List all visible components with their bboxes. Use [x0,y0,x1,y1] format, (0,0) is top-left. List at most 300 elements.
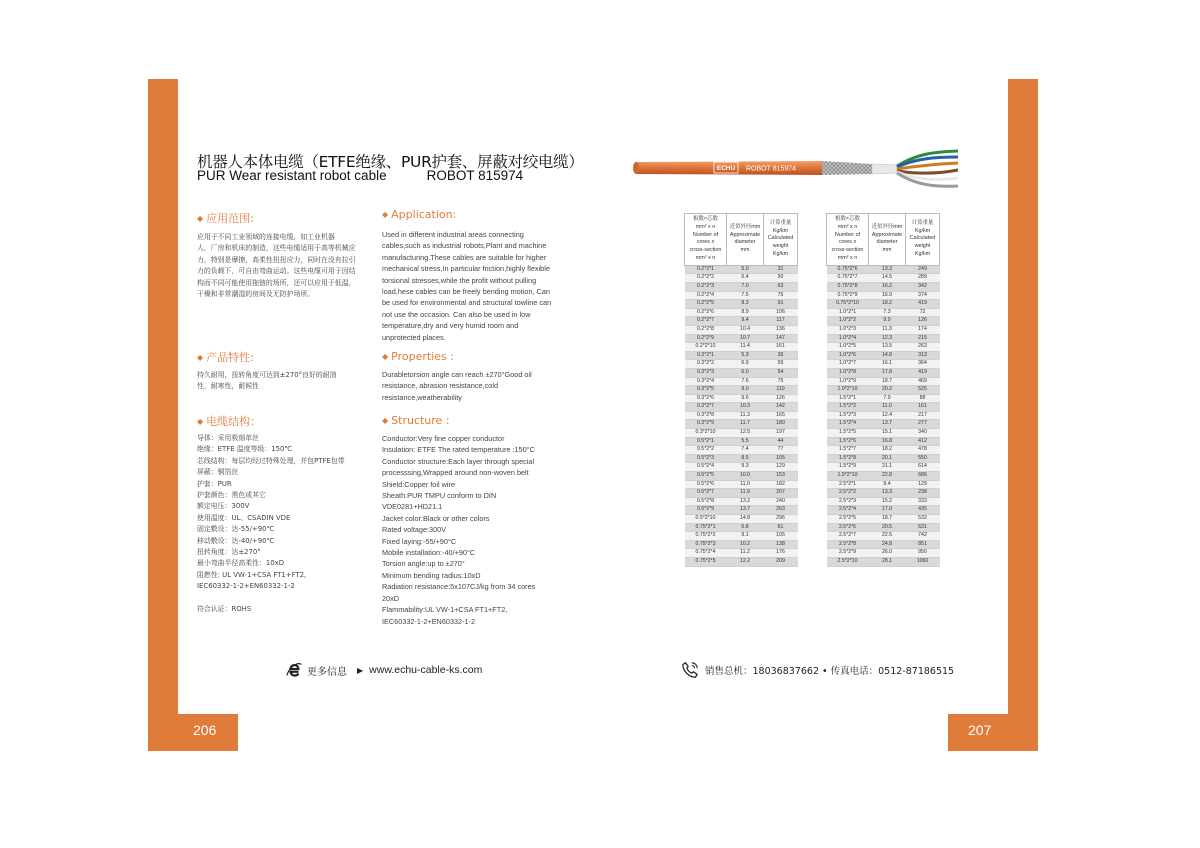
header-line: diameter [734,239,756,246]
text-line: Insulation: ETFE The rated temperature :150°C [382,445,535,455]
cell-diameter: 17.0 [869,506,906,515]
cell-weight: 153 [764,472,798,481]
table-row [685,343,798,352]
table-row [685,472,798,481]
cell-cores: 2.5*2*1 [827,480,869,489]
cell-diameter: 9.9 [869,317,906,326]
section-text-properties-cn [197,370,337,393]
table-row [827,429,940,438]
header-line: cross-section [689,247,722,254]
table-row [827,540,940,549]
cell-weight: 215 [906,334,940,343]
cell-diameter: 8.3 [727,300,764,309]
header-line: Number of [834,231,861,238]
cell-diameter: 13.7 [727,506,764,515]
cell-diameter: 11.4 [727,343,764,352]
header-line: 根数×芯数 [835,216,860,222]
text-line: 20xD [382,593,400,603]
text-line: 扭转角度：达±270° [197,548,261,557]
table-row [685,334,798,343]
cell-weight: 36 [764,351,798,360]
cell-weight: 138 [764,540,798,549]
cell-diameter: 8.5 [727,454,764,463]
table-row [685,557,798,566]
table-row [827,343,940,352]
cell-cores: 0.5*2*5 [685,472,727,481]
cell-cores: 1.5*2*2 [827,403,869,412]
cell-cores: 0.75*2*1 [685,523,727,532]
cell-cores: 0.5*2*8 [685,497,727,506]
table-row [685,463,798,472]
text-line: Torsion angle:up to ±270° [382,559,465,569]
cell-weight: 88 [906,394,940,403]
cell-weight: 851 [906,540,940,549]
cell-weight: 61 [764,523,798,532]
cell-weight: 238 [906,489,940,498]
cell-cores: 1.0*2*6 [827,351,869,360]
text-line: 屏蔽：铜箔丝 [197,468,239,477]
text-line: load,hese cables can be freely bending motion, Can [382,287,550,297]
cell-diameter: 11.7 [727,420,764,429]
cell-weight: 126 [906,317,940,326]
cable-model-text: ROBOT 815974 [746,165,797,173]
table-row [827,317,940,326]
cell-weight: 105 [764,532,798,541]
text-line: Mobile installation:-40/+90°C [382,548,476,558]
table-row [685,394,798,403]
cell-weight: 91 [764,300,798,309]
cell-cores: 0.2*2*2 [685,274,727,283]
cell-cores: 1.0*2*1 [827,308,869,317]
text-line: resistance,weatherability [382,392,462,402]
cell-weight: 77 [764,446,798,455]
cell-cores: 1.5*2*6 [827,437,869,446]
header-line: 根数×芯数 [693,216,718,222]
header-line: Kg/km [772,251,789,258]
text-line: cables,such as industrial robots,Plant and machine [382,241,547,251]
header-line: mm [740,247,750,254]
cell-diameter: 18.7 [869,377,906,386]
table-row [685,386,798,395]
header-cores [685,214,727,266]
left-page-edge-bar [148,79,178,751]
cell-weight: 419 [906,368,940,377]
cell-weight: 263 [906,343,940,352]
cell-diameter: 16.8 [869,437,906,446]
right-page-edge-bar [1008,79,1038,751]
text-line: Fixed laying:-55/+90°C [382,536,457,546]
cell-diameter: 26.0 [869,549,906,558]
text-line: 芯线结构：每层均经过特殊处理，并包PTFE包带 [197,456,345,465]
text-line: 人，厂房和机床的制造，这些电缆适用于高等机械应 [197,244,356,253]
table-row [685,523,798,532]
cell-cores: 1.5*2*4 [827,420,869,429]
cell-cores: 0.5*2*7 [685,489,727,498]
cell-diameter: 14.8 [869,351,906,360]
cell-cores: 1.0*2*4 [827,334,869,343]
cell-cores: 0.5*2*9 [685,506,727,515]
cell-weight: 263 [764,506,798,515]
cell-cores: 0.3*2*1 [685,351,727,360]
cell-cores: 0.3*2*7 [685,403,727,412]
table-row [685,437,798,446]
text-line: 绝缘：ETFE 温度等级：150℃ [197,445,293,454]
arrow-right-icon: ▶ [357,665,364,675]
cell-diameter: 16.1 [869,360,906,369]
cell-cores: 0.75*2*5 [685,557,727,566]
table-row [685,515,798,524]
cable-braid [822,161,872,175]
text-line: 力的负载下，可自由弯曲运动。这些电缆可用于因结 [197,267,356,276]
cell-weight: 478 [906,446,940,455]
cell-cores: 2.5*2*8 [827,540,869,549]
cell-cores: 0.75*2*3 [685,540,727,549]
table-row [827,308,940,317]
table-row [827,532,940,541]
table-row [685,403,798,412]
cell-cores: 1.0*2*7 [827,360,869,369]
cell-cores: 0.2*2*5 [685,300,727,309]
table-row [685,300,798,309]
cell-weight: 50 [764,274,798,283]
table-row [827,403,940,412]
header-line: Approximate [729,231,761,238]
table-row [685,446,798,455]
cell-diameter: 13.3 [869,489,906,498]
cell-cores: 1.5*2*5 [827,429,869,438]
contact-text: 销售总机：18036837662 • 传真电话：0512-87186515 [705,666,955,677]
header-line: mm [882,247,892,254]
cell-weight: 105 [764,454,798,463]
cell-cores: 2.5*2*7 [827,532,869,541]
cell-diameter: 20.1 [869,454,906,463]
cell-diameter: 18.7 [869,515,906,524]
cell-weight: 126 [764,394,798,403]
cell-cores: 1.0*2*8 [827,368,869,377]
text-line: Conductor:Very fine copper conductor [382,434,505,443]
header-line: 近似外径mm [729,223,761,230]
header-line: 近似外径mm [871,223,903,230]
table-row [827,489,940,498]
cell-diameter: 24.8 [869,540,906,549]
table-row [685,497,798,506]
table-row [827,360,940,369]
table-row [685,308,798,317]
cell-weight: 31 [764,265,798,274]
cell-weight: 340 [906,429,940,438]
cell-cores: 0.3*2*2 [685,360,727,369]
table-row [685,480,798,489]
table-row [827,420,940,429]
cell-diameter: 11.0 [727,480,764,489]
product-model: ROBOT 815974 [426,168,524,183]
section-head-properties-cn: ◆ 产品特性: [197,351,254,364]
table-row [827,351,940,360]
text-line: Rated voltage:300V [382,525,447,535]
cell-weight: 117 [764,317,798,326]
cell-diameter: 16.9 [869,291,906,300]
table-row [827,437,940,446]
table-row [827,515,940,524]
cell-diameter: 6.9 [727,360,764,369]
text-line: 使用温度：UL、CSADIN VDE [197,513,291,522]
cell-weight: 161 [906,403,940,412]
table-row [685,360,798,369]
cell-weight: 142 [764,403,798,412]
text-line: 导体：采用极细单丝 [197,434,260,442]
product-title-cn: 机器人本体电缆（ETFE绝缘、PUR护套、屏蔽对绞电缆） [197,153,584,171]
text-line: torsional stresses,while the profit without pulling [382,275,537,285]
cell-weight: 180 [764,420,798,429]
footer-contact [681,661,954,679]
text-line: Jacket color:Black or other colors [382,513,490,523]
section-head-properties-en: ◆ Properties : [382,350,454,363]
table-row [827,274,940,283]
table-row [827,325,940,334]
cell-diameter: 11.0 [869,403,906,412]
cell-weight: 106 [764,308,798,317]
cell-diameter: 10.0 [727,472,764,481]
text-line: 持久耐用，扭转角度可达到±270°良好的耐油 [197,371,337,379]
cell-diameter: 22.8 [869,472,906,481]
cell-weight: 207 [764,489,798,498]
table-row [685,454,798,463]
product-title-en [197,168,523,183]
header-line: Kg/km [914,227,931,234]
cell-cores: 0.75*2*4 [685,549,727,558]
cell-weight: 374 [906,291,940,300]
text-line: 最小弯曲半径高柔性：10xD [197,559,285,568]
header-diameter [869,214,906,266]
cell-cores: 0.75*2*10 [827,300,869,309]
table-row [685,506,798,515]
section-head-structure-cn: ◆ 电缆结构： [197,415,262,428]
cell-weight: 249 [906,265,940,274]
cell-diameter: 11.9 [727,489,764,498]
cell-weight: 182 [764,480,798,489]
section-text-structure-en [382,433,535,627]
header-cores [827,214,869,266]
text-line: IEC60332-1-2+EN60332-1-2 [382,616,476,626]
table-row [685,282,798,291]
table-row [685,265,798,274]
text-line: unprotected places. [382,332,446,342]
cell-weight: 161 [764,343,798,352]
cell-cores: 0.2*2*6 [685,308,727,317]
section-head-structure-en: ◆ Structure : [382,414,450,427]
header-line: mm² x n [695,254,716,261]
table-row [827,480,940,489]
cell-weight: 75 [764,291,798,300]
cell-diameter: 13.5 [869,343,906,352]
cell-cores: 2.5*2*2 [827,489,869,498]
text-line: processsing,Wrapped around non-woven belt [382,468,529,478]
header-line: weight [772,243,789,250]
cell-diameter: 12.5 [727,429,764,438]
text-line: not use the occasion. Can also be used in low [382,309,531,319]
section-text-structure-cn [197,433,345,616]
table-row [827,463,940,472]
table-row [827,386,940,395]
cell-weight: 419 [906,300,940,309]
cell-diameter: 21.1 [869,463,906,472]
text-line: 护套：PUR [197,479,232,488]
cell-cores: 2.5*2*3 [827,497,869,506]
text-line: VDE0281+HD21.1 [382,502,443,512]
cell-diameter: 7.3 [869,308,906,317]
cell-weight: 412 [906,437,940,446]
table-row [827,291,940,300]
phone-icon [681,661,699,679]
table-row [827,472,940,481]
cell-cores: 0.2*2*9 [685,334,727,343]
cell-diameter: 9.6 [727,394,764,403]
cell-diameter: 16.2 [869,282,906,291]
cell-cores: 1.5*2*10 [827,472,869,481]
text-line: Conductor structure:Each layer through special [382,456,535,466]
text-line: 护套颜色：黑色或其它 [197,491,266,500]
spec-table-left [684,213,798,567]
cell-diameter: 18.2 [869,300,906,309]
text-line: Sheath:PUR TMPU conform to DIN [382,491,497,501]
cell-cores: 0.75*2*6 [827,265,869,274]
cell-diameter: 9.3 [727,463,764,472]
cell-cores: 0.5*2*6 [685,480,727,489]
table-row [827,282,940,291]
header-line: 计算重量 [769,219,792,226]
text-line: Radiation resistance:5x107CJ/kg from 34 cores [382,582,536,592]
table-row [685,325,798,334]
text-line: mechanical stress,In particular friction,highly flexible [382,264,550,274]
cell-diameter: 7.0 [727,282,764,291]
cell-diameter: 13.7 [869,420,906,429]
cell-cores: 0.2*2*7 [685,317,727,326]
cell-weight: 197 [764,429,798,438]
table-row [827,557,940,566]
table-row [685,368,798,377]
cell-cores: 1.5*2*3 [827,411,869,420]
cell-diameter: 10.2 [727,540,764,549]
table-row [827,506,940,515]
text-line: temperature,dry and very humid room and [382,321,519,331]
cell-diameter: 7.9 [869,394,906,403]
table-row [827,265,940,274]
cell-cores: 2.5*2*4 [827,506,869,515]
cell-diameter: 20.2 [869,386,906,395]
cell-weight: 75 [764,377,798,386]
cell-cores: 0.3*2*5 [685,386,727,395]
product-title-en-text: PUR Wear resistant robot cable [197,168,387,183]
table-row [827,377,940,386]
cell-weight: 44 [764,437,798,446]
cell-weight: 532 [906,515,940,524]
table-row [685,489,798,498]
cable-brand-text: ECHU [716,165,736,172]
header-line: diameter [876,239,898,246]
text-line: Used in different industrial areas connecting [382,230,524,239]
cell-weight: 525 [906,386,940,395]
text-line: manufacturing.These cables are suitable for higher [382,252,547,262]
cell-weight: 110 [764,386,798,395]
text-line: 阻燃性: UL VW-1+CSA FT1+FT2, [197,570,307,579]
cell-diameter: 18.2 [869,446,906,455]
table-row [827,523,940,532]
cell-diameter: 14.8 [727,515,764,524]
section-text-application-cn [197,232,355,300]
table-row [827,446,940,455]
cell-diameter: 28.1 [869,557,906,566]
cell-weight: 296 [764,515,798,524]
page-number-right: 207 [968,722,992,738]
table-row [827,454,940,463]
cell-diameter: 14.5 [869,274,906,283]
cell-diameter: 12.2 [727,557,764,566]
table-row [827,394,940,403]
text-line: resistance, abrasion resistance,cold [382,381,498,391]
table-row [685,291,798,300]
cell-weight: 364 [906,360,940,369]
table-row [685,377,798,386]
cell-cores: 2.5*2*9 [827,549,869,558]
cell-cores: 2.5*2*5 [827,515,869,524]
header-line: Calculated [909,235,936,242]
text-line: 干燥和非常潮湿的房间及无防护场所。 [197,290,315,299]
text-line [197,593,345,604]
cell-diameter: 12.3 [869,334,906,343]
footer-more-info [285,661,482,679]
section-head-application-en: ◆ Application: [382,208,457,221]
header-line: Calculated [767,235,794,242]
page-number-left: 206 [193,722,217,738]
cell-diameter: 12.4 [869,411,906,420]
cell-cores: 1.0*2*9 [827,377,869,386]
text-line: 移动敷设：达-40/+90℃ [197,536,275,545]
header-diameter [727,214,764,266]
table-row [827,549,940,558]
cell-diameter: 20.5 [869,523,906,532]
table-row [685,429,798,438]
cell-diameter: 6.0 [727,368,764,377]
website-link[interactable]: www.echu-cable-ks.com [369,664,483,676]
cell-weight: 631 [906,523,940,532]
cell-diameter: 11.2 [727,549,764,558]
cable-foil [872,164,897,174]
text-line: Shield:Copper foil wire [382,479,456,489]
cell-weight: 333 [906,497,940,506]
cell-cores: 1.5*2*8 [827,454,869,463]
section-head-application-cn: ◆ 应用范围: [197,212,254,225]
cell-weight: 165 [764,411,798,420]
cell-weight: 54 [764,368,798,377]
table-row [827,300,940,309]
cell-cores: 0.2*2*4 [685,291,727,300]
cell-cores: 1.0*2*2 [827,317,869,326]
cell-cores: 1.5*2*7 [827,446,869,455]
table-row [685,274,798,283]
header-line: Kg/km [772,227,789,234]
cell-cores: 2.5*2*6 [827,523,869,532]
text-line: 构而不同可能使用拖链的场所，还可以应用于低温， [197,278,356,287]
section-text-properties-en [382,369,532,403]
cell-cores: 0.3*2*3 [685,368,727,377]
cell-diameter: 13.2 [727,497,764,506]
table-row [685,540,798,549]
text-line: Flammability:UL VW-1+CSA FT1+FT2, [382,605,508,615]
section-text-application-en [382,229,551,343]
cell-cores: 0.75*2*8 [827,282,869,291]
cell-diameter: 6.4 [727,274,764,283]
table-row [827,411,940,420]
